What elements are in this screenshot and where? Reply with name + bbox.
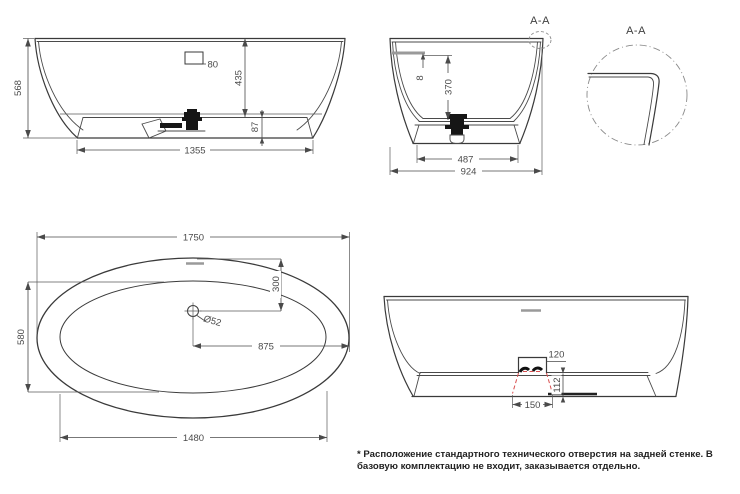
section-detail-view — [587, 25, 687, 145]
dim-front-skirt: 87 — [250, 121, 261, 133]
dim-plan-width: 580 — [16, 329, 27, 345]
dim-side-depth: 370 — [443, 79, 455, 95]
section-label: A-A — [530, 15, 550, 27]
footnote-line-1: * Расположение стандартного технического отверстия на задней стенке. В — [357, 449, 713, 460]
dim-plan-inner: 1480 — [182, 433, 205, 444]
dim-front-depth: 435 — [233, 70, 245, 86]
detail-boundary-circle — [587, 45, 687, 145]
side-view — [390, 15, 551, 178]
dim-back-opening-base: 150 — [524, 400, 541, 411]
footnote-line-2: базовую комплектацию не входит, заказывается отдельно. — [357, 461, 641, 473]
dim-front-height: 568 — [13, 80, 24, 96]
drain-hose — [142, 119, 166, 138]
dim-plan-center: 875 — [258, 341, 274, 353]
drain-assembly-front — [142, 109, 205, 138]
drain-assembly-side — [445, 114, 469, 144]
dim-plan-offset: 300 — [271, 276, 282, 292]
detail-title: A-A — [626, 25, 646, 37]
dim-back-opening-height: 112 — [552, 377, 563, 393]
overflow-opening — [185, 52, 203, 64]
dim-plan-length: 1750 — [182, 232, 205, 244]
plan-view — [15, 232, 350, 445]
dim-side-base: 487 — [457, 154, 474, 166]
dim-front-base: 1355 — [184, 145, 206, 157]
front-view — [12, 39, 345, 157]
rim-corner-detail — [588, 74, 659, 146]
dim-plan-drain: Ø52 — [202, 313, 223, 330]
back-view — [384, 297, 688, 412]
dim-front-overflow: 80 — [207, 59, 219, 71]
footnote — [357, 449, 732, 474]
dim-back-opening-width: 120 — [548, 349, 565, 361]
dim-side-rim: 8 — [415, 75, 426, 81]
dim-side-width: 924 — [460, 166, 477, 178]
